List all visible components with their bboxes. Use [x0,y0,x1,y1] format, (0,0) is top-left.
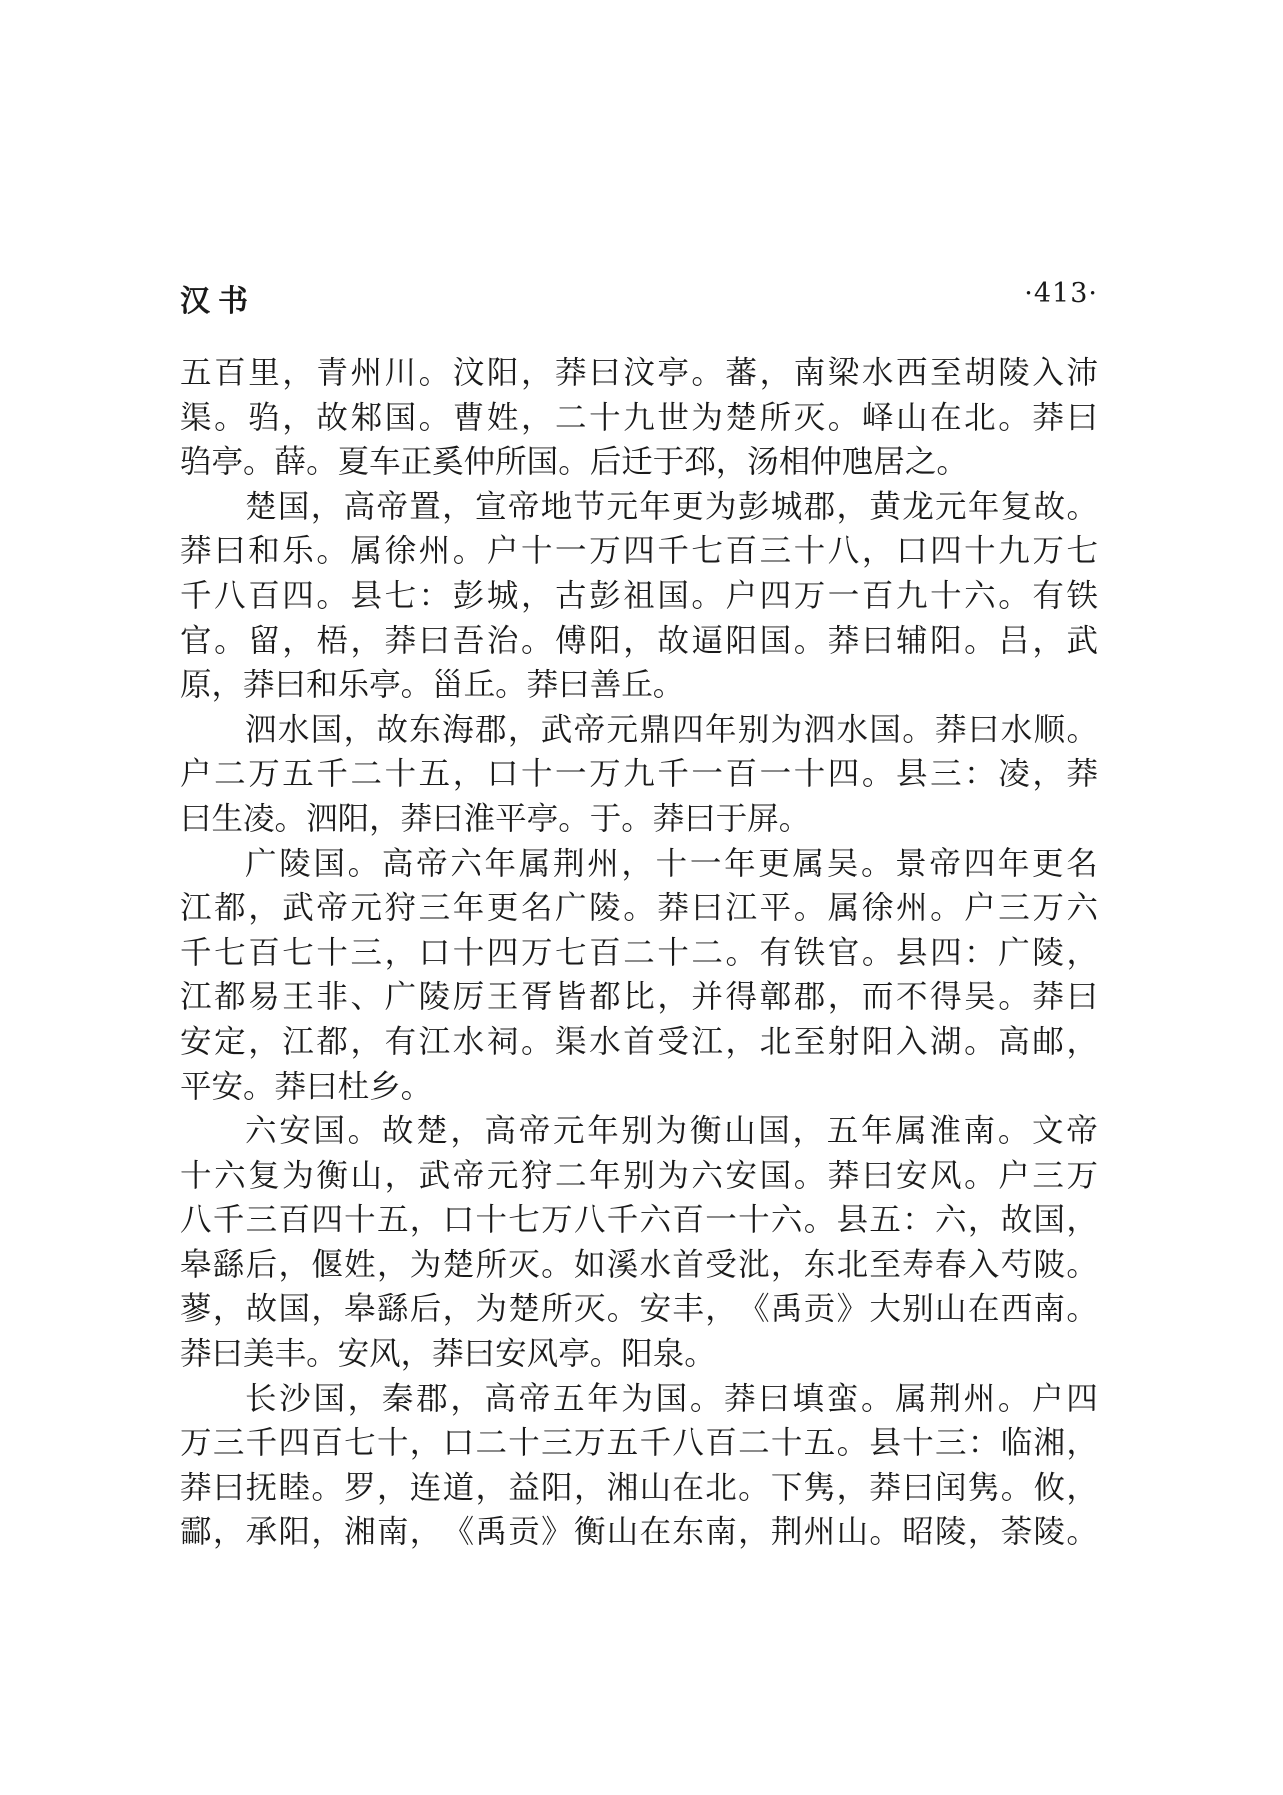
text-line: 平 安 。 莽 曰 杜 乡 。 [180,1068,433,1105]
text-line: 十 六 复 为 衡 山 ， 武 帝 元 狩 二 年 别 为 六 安 国 。 莽 曰 安 风 。 户 三 万 [180,1157,1098,1194]
book-title: 汉书 [180,284,256,319]
text-line: 蓼 ， 故 国 ， 皋 繇 后 ， 为 楚 所 灭 。 安 丰 ， 《 禹 贡 》 大 别 山 在 西 南 。 [180,1291,1098,1328]
text-line: 江 都 易 王 非 、 广 陵 厉 王 胥 皆 都 比 ， 并 得 鄣 郡 ， 而 不 得 吴 。 莽 曰 [180,979,1098,1016]
page-number: ·413· [1024,278,1098,309]
text-line: 户 二 万 五 千 二 十 五 ， 口 十 一 万 九 千 一 百 一 十 四 。 县 三 ： 凌 ， 莽 [180,756,1098,793]
text-line: 泗 水 国 ， 故 东 海 郡 ， 武 帝 元 鼎 四 年 别 为 泗 水 国 。 莽 曰 水 顺 。 [245,711,1098,748]
text-line: 五 百 里 ， 青 州 川 。 汶 阳 ， 莽 曰 汶 亭 。 蕃 ， 南 梁 水 西 至 胡 陵 入 沛 [180,355,1098,391]
text-line: 万 三 千 四 百 七 十 ， 口 二 十 三 万 五 千 八 百 二 十 五 。 县 十 三 ： 临 湘 ， [180,1425,1098,1462]
text-line: 原 ， 莽 曰 和 乐 亭 。 甾 丘 。 莽 曰 善 丘 。 [180,667,685,704]
text-line: 莽 曰 和 乐 。 属 徐 州 。 户 十 一 万 四 千 七 百 三 十 八 ， 口 四 十 九 万 七 [180,533,1098,570]
text-line: 酃 ， 承 阳 ， 湘 南 ， 《 禹 贡 》 衡 山 在 东 南 ， 荆 州 山 。 昭 陵 ， 荼 陵 。 [180,1514,1098,1551]
text-line: 曰 生 凌 。 泗 阳 ， 莽 曰 淮 平 亭 。 于 。 莽 曰 于 屏 。 [180,800,811,837]
text-line: 莽 曰 美 丰 。 安 风 ， 莽 曰 安 风 亭 。 阳 泉 。 [180,1336,716,1373]
text-line: 楚 国 ， 高 帝 置 ， 宣 帝 地 节 元 年 更 为 彭 城 郡 ， 黄 龙 元 年 复 故 。 [245,488,1098,525]
text-line: 安 定 ， 江 都 ， 有 江 水 祠 。 渠 水 首 受 江 ， 北 至 射 阳 入 湖 。 高 邮 ， [180,1023,1098,1060]
text-line: 江 都 ， 武 帝 元 狩 三 年 更 名 广 陵 。 莽 曰 江 平 。 属 徐 州 。 户 三 万 六 [180,890,1098,927]
text-line: 官 。 留 ， 梧 ， 莽 曰 吾 治 。 傅 阳 ， 故 逼 阳 国 。 莽 曰 辅 阳 。 吕 ， 武 [180,622,1098,659]
text-line: 八 千 三 百 四 十 五 ， 口 十 七 万 八 千 六 百 一 十 六 。 县 五 ： 六 ， 故 国 ， [180,1202,1098,1239]
text-line: 长 沙 国 ， 秦 郡 ， 高 帝 五 年 为 国 。 莽 曰 填 蛮 。 属 荆 州 。 户 四 [245,1380,1098,1417]
body-text [180,351,1098,1555]
text-line: 六 安 国 。 故 楚 ， 高 帝 元 年 别 为 衡 山 国 ， 五 年 属 淮 南 。 文 帝 [245,1113,1098,1150]
text-line: 莽 曰 抚 睦 。 罗 ， 连 道 ， 益 阳 ， 湘 山 在 北 。 下 隽 ， 莽 曰 闰 隽 。 攸 ， [180,1469,1098,1506]
text-line: 渠 。 驺 ， 故 邾 国 。 曹 姓 ， 二 十 九 世 为 楚 所 灭 。 峄 山 在 北 。 莽 曰 [180,399,1098,436]
text-line: 皋 繇 后 ， 偃 姓 ， 为 楚 所 灭 。 如 溪 水 首 受 沘 ， 东 北 至 寿 春 入 芍 陂 。 [180,1246,1098,1283]
text-line: 驺 亭 。 薛 。 夏 车 正 奚 仲 所 国 。 后 迁 于 邳 ， 汤 相 仲 虺 居 之 。 [180,444,968,481]
text-line: 千 七 百 七 十 三 ， 口 十 四 万 七 百 二 十 二 。 有 铁 官 。 县 四 ： 广 陵 ， [180,934,1098,971]
text-line: 千 八 百 四 。 县 七 ： 彭 城 ， 古 彭 祖 国 。 户 四 万 一 百 九 十 六 。 有 铁 [180,577,1098,614]
text-line: 广 陵 国 。 高 帝 六 年 属 荆 州 ， 十 一 年 更 属 吴 。 景 帝 四 年 更 名 [245,845,1098,882]
page-header [180,268,1098,318]
